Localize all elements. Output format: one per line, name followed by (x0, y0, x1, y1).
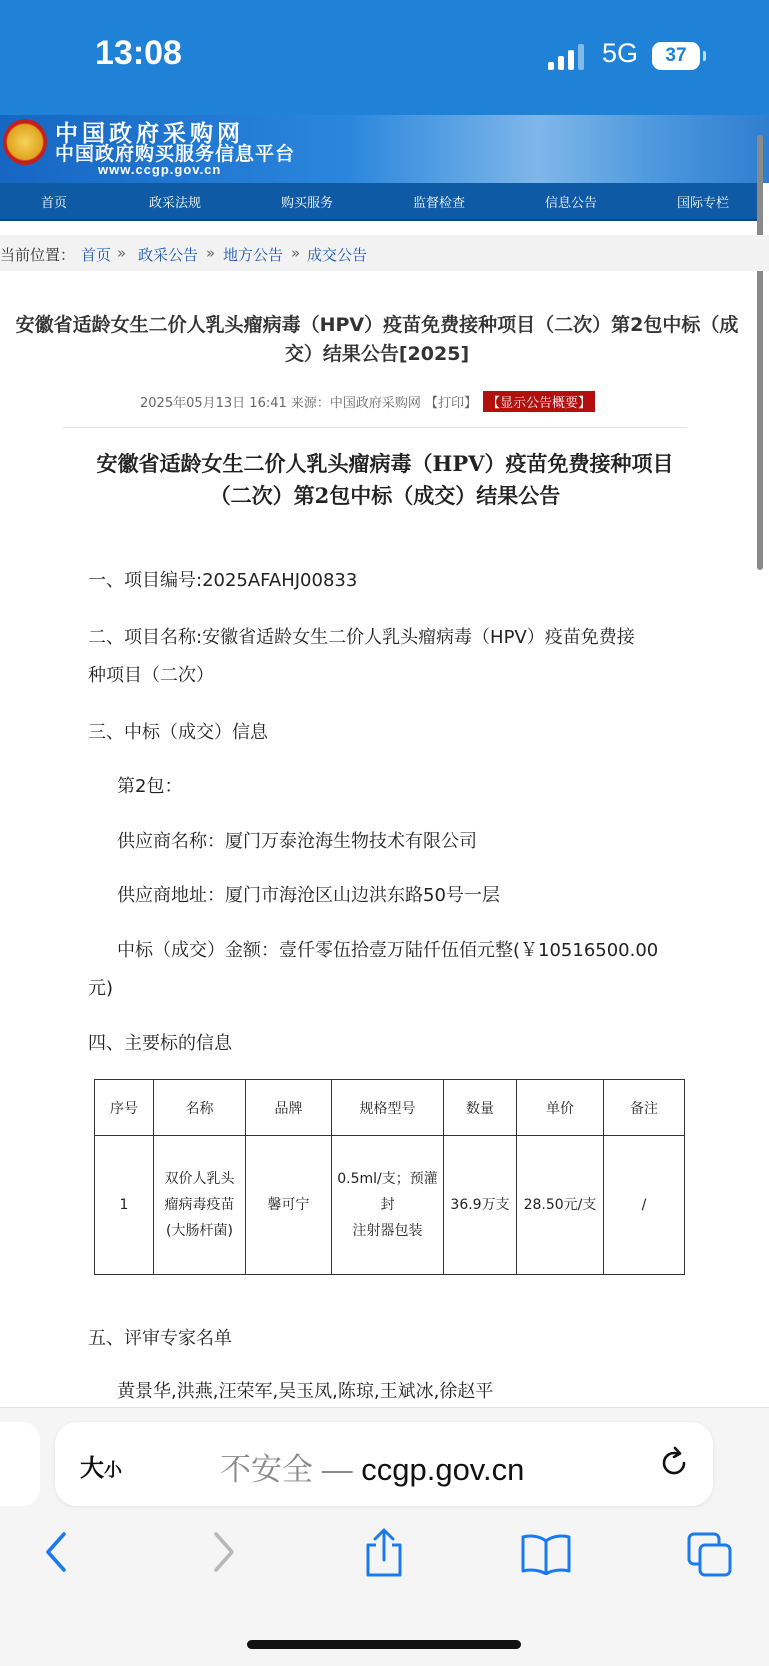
nav-home[interactable]: 首页 (41, 196, 68, 211)
national-emblem-icon (3, 119, 47, 165)
breadcrumb-deal[interactable]: 成交公告 (307, 246, 368, 264)
cell-unit-price: 28.50元/支 (517, 1136, 604, 1275)
back-icon[interactable] (40, 1530, 74, 1574)
reload-icon[interactable] (655, 1444, 693, 1482)
battery-icon: 37 (652, 42, 700, 70)
package-label: 第2包： (117, 776, 183, 797)
cell-spec-line: 0.5ml/支；预灌 (337, 1171, 438, 1187)
section-experts: 五、评审专家名单 (88, 1328, 232, 1349)
col-header: 品牌 (246, 1080, 332, 1136)
cell-spec (332, 1136, 444, 1275)
nav-international[interactable]: 国际专栏 (677, 196, 730, 211)
previous-tab-preview[interactable] (0, 1422, 40, 1506)
breadcrumb-procurement[interactable]: 政采公告 (138, 246, 199, 264)
status-bar (0, 0, 769, 115)
col-header: 单价 (517, 1080, 604, 1136)
cell-name-line: 瘤病毒疫苗 (164, 1197, 235, 1213)
text-size-small: 小 (104, 1460, 122, 1481)
network-type: 5G (602, 38, 639, 68)
breadcrumb-separator: » (206, 244, 216, 262)
cell-quantity: 36.9万支 (444, 1136, 517, 1275)
supplier-name: 供应商名称：厦门万泰沧海生物技术有限公司 (117, 831, 477, 852)
award-amount-cont: 元) (88, 978, 114, 999)
col-header: 序号 (95, 1080, 154, 1136)
breadcrumb (0, 235, 769, 271)
page-scrollbar[interactable] (757, 135, 763, 570)
nav-announcements[interactable]: 信息公告 (545, 196, 598, 211)
cell-spec-line: 注射器包装 (352, 1223, 423, 1239)
forward-icon[interactable] (206, 1530, 240, 1574)
document-title: 安徽省适龄女生二价人乳头瘤病毒（HPV）疫苗免费接种项目（二次）第2包中标（成交）结果公告 (96, 451, 674, 508)
page-title: 安徽省适龄女生二价人乳头瘤病毒（HPV）疫苗免费接种项目（二次）第2包中标（成交）结果公告[2025] (15, 314, 739, 365)
status-time: 13:08 (95, 34, 182, 72)
cell-no: 1 (95, 1136, 154, 1275)
nav-regulations[interactable]: 政采法规 (149, 196, 202, 211)
article-meta (140, 391, 595, 412)
bookmarks-icon[interactable] (520, 1533, 572, 1575)
breadcrumb-separator: » (117, 244, 127, 262)
text-size-button[interactable] (80, 1448, 122, 1483)
table-row (95, 1136, 685, 1275)
url-display[interactable] (220, 1444, 524, 1489)
url-domain: ccgp.gov.cn (361, 1452, 525, 1487)
share-icon[interactable] (362, 1527, 406, 1579)
supplier-address: 供应商地址：厦门市海沧区山边洪东路50号一层 (117, 885, 500, 906)
site-url: www.ccgp.gov.cn (98, 162, 222, 177)
cell-spec-line: 封 (380, 1197, 395, 1213)
project-name: 二、项目名称:安徽省适龄女生二价人乳头瘤病毒（HPV）疫苗免费接 (88, 627, 635, 648)
site-banner[interactable] (0, 115, 769, 183)
show-summary-button[interactable]: 【显示公告概要】 (483, 391, 595, 412)
cell-name-line: (大肠杆菌) (166, 1223, 233, 1239)
tabs-icon[interactable] (686, 1531, 734, 1579)
site-title: 中国政府采购网 (55, 121, 244, 147)
cell-brand: 馨可宁 (246, 1136, 332, 1275)
text-size-large: 大 (80, 1454, 104, 1482)
nav-purchase-services[interactable]: 购买服务 (281, 196, 334, 211)
publish-info: 2025年05月13日 16:41 来源：中国政府采购网 【打印】 (140, 396, 478, 411)
col-header: 数量 (444, 1080, 517, 1136)
breadcrumb-label: 当前位置： (0, 246, 76, 264)
address-bar[interactable] (55, 1422, 713, 1506)
site-subtitle: 中国政府购买服务信息平台 (55, 143, 296, 165)
signal-icon (548, 44, 586, 70)
nav-supervision[interactable]: 监督检查 (413, 196, 466, 211)
expert-list: 黄景华,洪燕,汪荣军,吴玉凤,陈琼,王斌冰,徐赵平 (117, 1381, 494, 1402)
table-header-row (95, 1080, 685, 1136)
col-header: 名称 (154, 1080, 246, 1136)
project-number: 一、项目编号:2025AFAHJ00833 (88, 570, 358, 591)
breadcrumb-home[interactable]: 首页 (81, 246, 112, 264)
col-header: 备注 (604, 1080, 685, 1136)
cell-name-line: 双价人乳头 (164, 1171, 235, 1187)
breadcrumb-separator: » (291, 244, 301, 262)
breadcrumb-local[interactable]: 地方公告 (223, 246, 284, 264)
cell-note: / (604, 1136, 685, 1275)
col-header: 规格型号 (332, 1080, 444, 1136)
divider (63, 427, 687, 428)
home-indicator[interactable] (247, 1640, 521, 1649)
items-table (94, 1079, 685, 1275)
section-main-items: 四、主要标的信息 (88, 1033, 232, 1054)
battery-tip (703, 51, 706, 61)
project-name-cont: 种项目（二次） (88, 665, 214, 686)
section-award-info: 三、中标（成交）信息 (88, 722, 268, 743)
insecure-label: 不安全 — (220, 1452, 362, 1487)
award-amount: 中标（成交）金额：壹仟零伍拾壹万陆仟伍佰元整(￥10516500.00 (117, 940, 659, 961)
main-nav (0, 183, 760, 221)
cell-name (154, 1136, 246, 1275)
